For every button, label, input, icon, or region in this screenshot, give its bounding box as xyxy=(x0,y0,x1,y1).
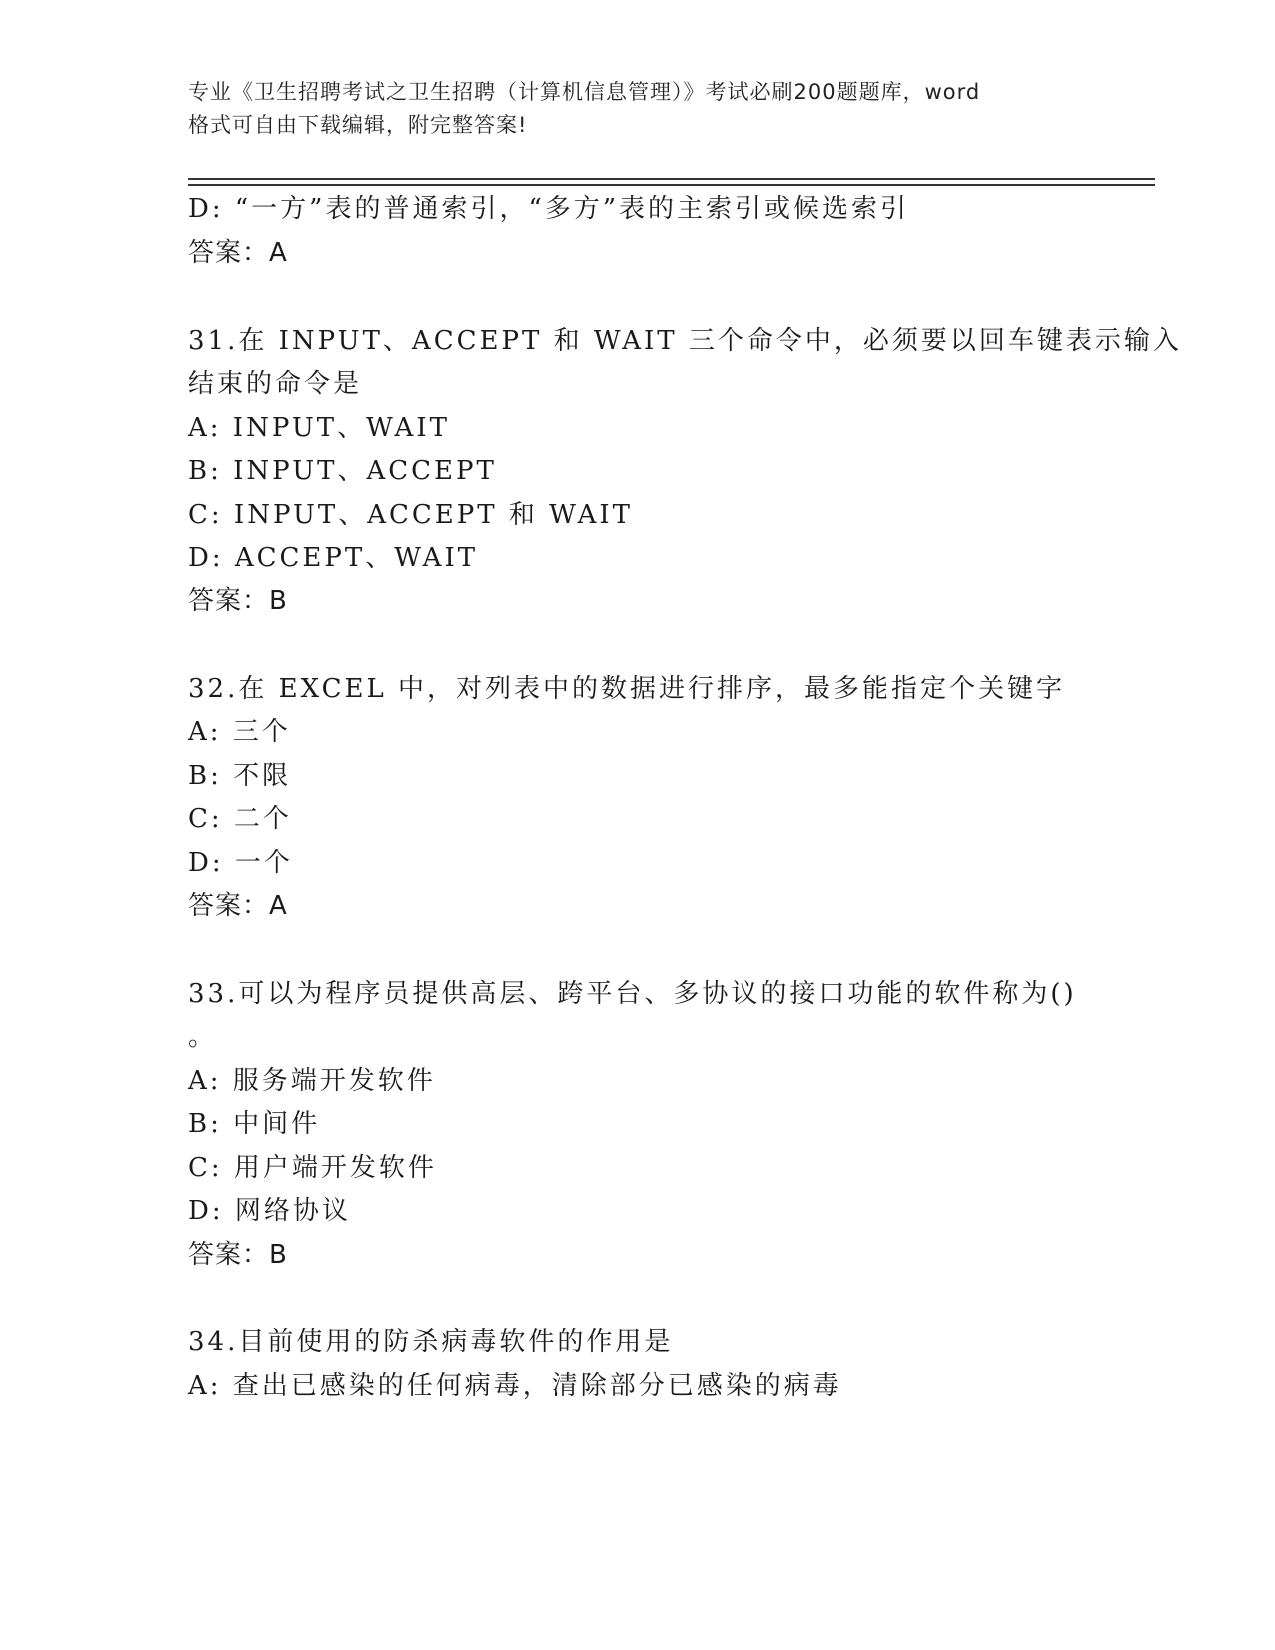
answer-line: 答案：A xyxy=(188,891,288,921)
header-divider-bottom xyxy=(188,184,1155,186)
option-line: A: 查出已感染的任何病毒，清除部分已感染的病毒 xyxy=(188,1371,842,1401)
option-line: B: INPUT、ACCEPT xyxy=(188,456,497,486)
document-header xyxy=(188,76,1088,142)
answer-line: 答案：B xyxy=(188,586,288,616)
question-line: 32.在 EXCEL 中，对列表中的数据进行排序，最多能指定个关键字 xyxy=(188,674,1066,704)
answer-line: 答案：A xyxy=(188,238,288,268)
option-line: D: ACCEPT、WAIT xyxy=(188,543,479,573)
option-line: D: 网络协议 xyxy=(188,1196,351,1226)
option-line: A: INPUT、WAIT xyxy=(188,413,450,443)
option-line: B: 中间件 xyxy=(188,1109,321,1139)
answer-line: 答案：B xyxy=(188,1240,288,1270)
option-line: D: 一个 xyxy=(188,848,293,878)
question-line: 。 xyxy=(188,1022,218,1052)
question-line: 33.可以为程序员提供高层、跨平台、多协议的接口功能的软件称为() xyxy=(188,979,1077,1009)
question-line: 31.在 INPUT、ACCEPT 和 WAIT 三个命令中，必须要以回车键表示输入 xyxy=(188,326,1182,356)
question-line: 结束的命令是 xyxy=(188,369,363,399)
header-line-1: 专业《卫生招聘考试之卫生招聘（计算机信息管理）》考试必刷200题题库，word xyxy=(188,80,981,104)
header-divider-top xyxy=(188,178,1155,180)
option-line: D: “一方”表的普通索引，“多方”表的主索引或候选索引 xyxy=(188,194,910,224)
option-line: C: 用户端开发软件 xyxy=(188,1153,437,1183)
question-line: 34.目前使用的防杀病毒软件的作用是 xyxy=(188,1327,674,1357)
option-line: C: 二个 xyxy=(188,804,292,834)
header-line-2: 格式可自由下载编辑，附完整答案! xyxy=(188,113,528,137)
option-line: A: 服务端开发软件 xyxy=(188,1066,436,1096)
option-line: C: INPUT、ACCEPT 和 WAIT xyxy=(188,500,633,530)
option-line: A: 三个 xyxy=(188,717,291,747)
option-line: B: 不限 xyxy=(188,761,292,791)
